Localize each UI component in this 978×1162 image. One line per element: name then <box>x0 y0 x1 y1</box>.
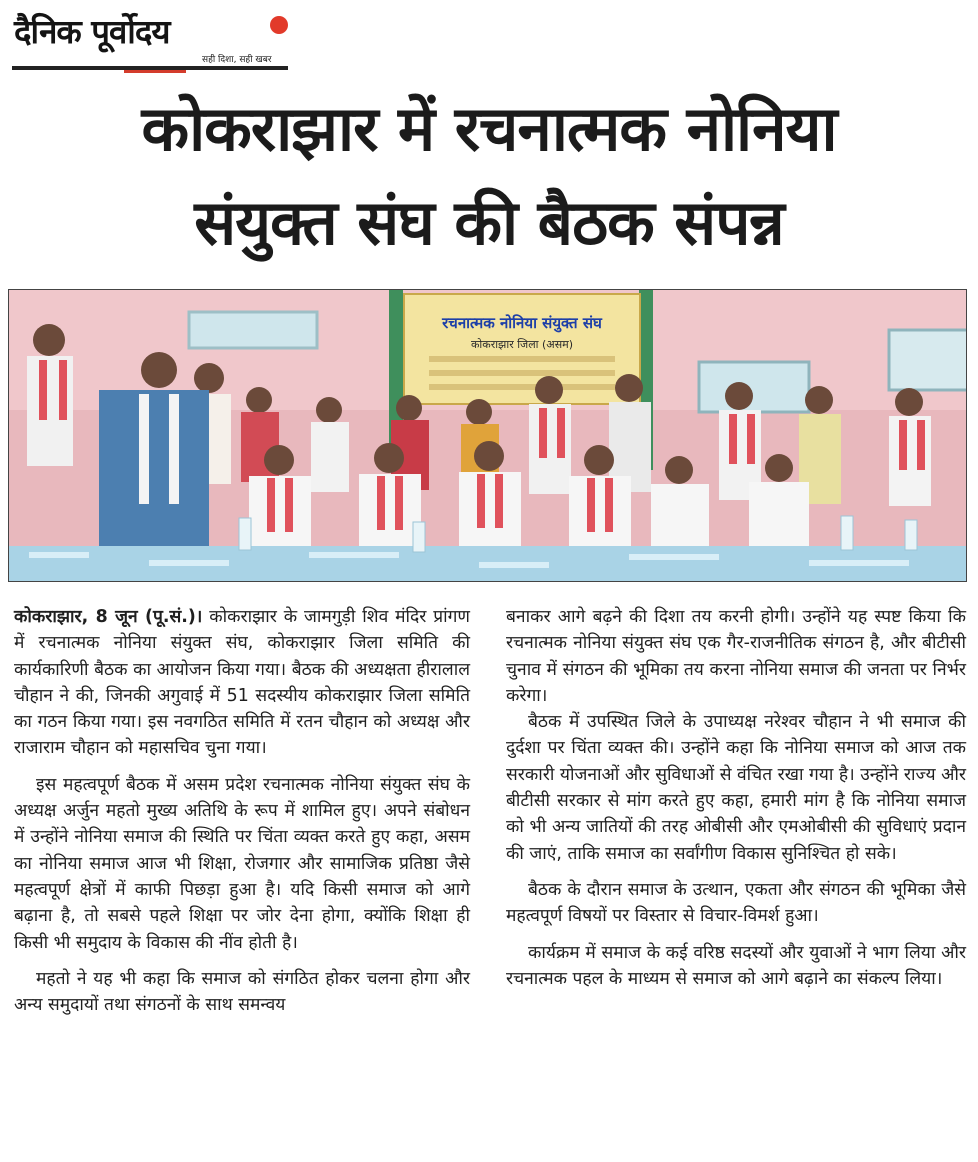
article-paragraph-6: बैठक के दौरान समाज के उत्थान, एकता और संगठन की भूमिका जैसे महत्वपूर्ण विषयों पर विस्तार से विचार-विमर्श हुआ। <box>506 879 966 927</box>
article-paragraph-5: बैठक में उपस्थित जिले के उपाध्यक्ष नरेश्वर चौहान ने भी समाज की दुर्दशा पर चिंता व्यक्त की। उन्होंने कहा कि नोनिया समाज को आज तक सरकारी योजनाओं और सुविधाओं से वंचित रखा गया है। उन्होंने राज्य और बीटीसी सरकार से मांग करते हुए कहा, हमारी मांग है कि नोनिया समाज को भी अन्य जातियों की तरह ओबीसी और एमओबीसी की सुविधाएं प्रदान की जाएं, ताकि समाज का सर्वांगीण विकास सुनिश्चित हो सके। <box>506 712 966 864</box>
masthead-red-bar <box>124 70 186 73</box>
article-dateline: कोकराझार, 8 जून (पू.सं.)। <box>14 607 203 627</box>
article-paragraph-3: महतो ने यह भी कहा कि समाज को संगठित होकर चलना होगा और अन्य समुदायों तथा संगठनों के साथ समन्वय <box>14 968 470 1016</box>
article-headline <box>0 82 978 270</box>
paragraph-1-text: कोकराझार के जामगुड़ी शिव मंदिर प्रांगण में रचनात्मक नोनिया संयुक्त संघ, कोकराझार जिला समिति की कार्यकारिणी बैठक का आयोजन किया गया। बैठक की अध्यक्षता हीरालाल चौहान ने की, जिनकी अगुवाई में 51 सदस्यीय कोकराझार जिला समिति का गठन किया गया। इस नवगठित समिति में रतन चौहान को अध्यक्ष और राजाराम चौहान को महासचिव चुना गया। <box>14 607 470 759</box>
article-paragraph-4: बनाकर आगे बढ़ने की दिशा तय करनी होगी। उन्होंने यह स्पष्ट किया कि रचनात्मक नोनिया संयुक्त संघ एक गैर-राजनीतिक संगठन है, और बीटीसी चुनाव में संगठन की भूमिका तय करना नोनिया समाज की जनता पर निर्भर करेगा। <box>506 607 966 706</box>
headline-line-2: संयुक्त संघ की बैठक संपन्न <box>194 186 784 259</box>
news-photo <box>8 289 967 582</box>
banner-title: रचनात्मक नोनिया संयुक्त संघ <box>442 314 602 332</box>
article-column-left <box>14 604 470 1018</box>
masthead <box>12 8 288 74</box>
article-column-right <box>506 604 966 992</box>
article-paragraph-7: कार्यक्रम में समाज के कई वरिष्ठ सदस्यों और युवाओं ने भाग लिया और रचनात्मक पहल के माध्यम से समाज को आगे बढ़ाने का संकल्प लिया। <box>506 942 966 989</box>
group-photo-illustration <box>9 290 967 582</box>
article-paragraph-1 <box>14 604 470 762</box>
newspaper-logo: दैनिक पूर्वोदय <box>14 12 170 51</box>
article-paragraph-2: इस महत्वपूर्ण बैठक में असम प्रदेश रचनात्मक नोनिया संयुक्त संघ के अध्यक्ष अर्जुन महतो मुख्य अतिथि के रूप में शामिल हुए। अपने संबोधन में उन्होंने नोनिया समाज की स्थिति पर चिंता व्यक्त करते हुए कहा, असम का नोनिया समाज आज भी शिक्षा, रोजगार और सामाजिक प्रतिष्ठा जैसे महत्वपूर्ण क्षेत्रों में काफी पिछड़ा हुआ है। यदि किसी समाज को आगे बढ़ाना है, तो सबसे पहले शिक्षा पर जोर देना होगा, क्योंकि शिक्षा ही किसी भी समुदाय के विकास की नींव होती है। <box>14 774 470 953</box>
headline-line-1: कोकराझार में रचनात्मक नोनिया <box>141 92 837 165</box>
logo-dot-icon <box>270 16 288 34</box>
newspaper-tagline: सही दिशा, सही खबर <box>202 55 272 65</box>
banner-subtitle: कोकराझार जिला (असम) <box>470 338 574 351</box>
